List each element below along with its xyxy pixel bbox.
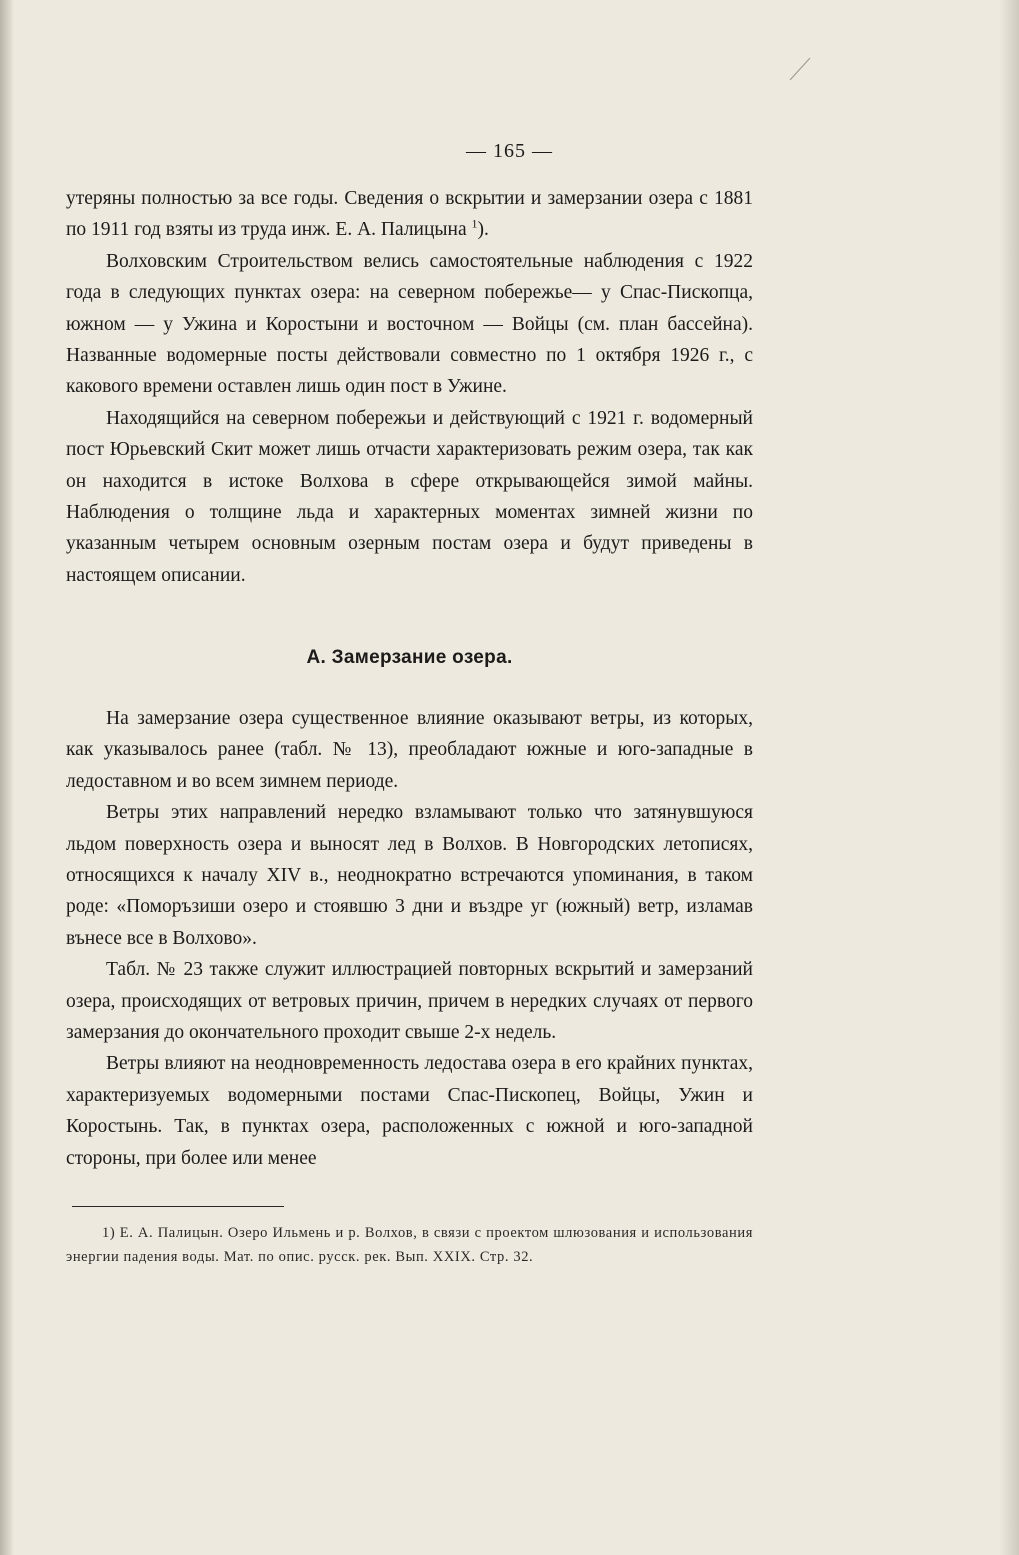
footnote-text: Е. А. Палицын. Озеро Ильмень и р. Волхов, в связи с проектом шлюзования и использования энергии падения воды. Мат. по опис. русск. рек. Вып. XXIX. Стр. 32. [66,1225,753,1265]
paragraph-1-text: утеряны полностью за все годы. Сведения о вскрытии и замерзании озера с 1881 по 1911 год взяты из труда инж. Е. А. Палицына [66,188,753,241]
paragraph-5: Ветры этих направлений нередко взламывают только что затянувшуюся льдом поверхность озера и выносят лед в Волхов. В Новгородских летописях, относящихся к началу XIV в., неоднократно встречаются упоминания, в таком роде: «Поморъзиши озеро и стоявшю 3 дни и въздре уг (южный) ветр, изламав вънесе все в Волхово». [66,802,753,949]
page-edge-right [999,0,1019,1555]
paragraph-7: Ветры влияют на неодновременность ледостава озера в его крайних пунктах, характеризуемых водомерными постами Спас-Пископец, Войцы, Ужин и Коростынь. Так, в пунктах озера, расположенных с южной и юго-западной стороны, при более или менее [66,1053,753,1169]
section-heading: А. Замерзание озера. [306,647,513,668]
page-number: — 165 — [466,140,553,162]
body-text-top [66,183,753,591]
footnote [66,1222,753,1269]
body-text-bottom [66,703,753,1174]
page-edge-left [0,0,14,1555]
paragraph-1 [66,183,753,246]
pencil-mark [788,56,812,82]
footnote-mark: 1) [102,1225,116,1241]
footnote-divider [72,1206,284,1207]
paragraph-6: Табл. № 23 также служит иллюстрацией повторных вскрытий и замерзаний озера, происходящих от ветровых причин, причем в нередких случаях от первого замерзания до окончательного проходит свыше 2-х недель. [66,959,753,1044]
paragraph-3: Находящийся на северном побережьи и действующий с 1921 г. водомерный пост Юрьевский Скит может лишь отчасти характеризовать режим озера, так как он находится в истоке Волхова в сфере открывающейся зимой майны. Наблюдения о толщине льда и характерных моментах зимней жизни по указанным четырем основным озерным постам озера и будут приведены в настоящем описании. [66,407,753,586]
paragraph-2: Волховским Строительством велись самостоятельные наблюдения с 1922 года в следующих пунктах озера: на северном побережье— у Спас-Пископца, южном — у Ужина и Коростыни и восточном — Войцы (см. план бассейна). Названные водомерные посты действовали совместно по 1 октября 1926 г., с какового времени оставлен лишь один пост в Ужине. [66,250,753,398]
footnote-reference: 1 [471,216,478,231]
paragraph-4: На замерзание озера существенное влияние оказывают ветры, из которых, как указывалось ранее (табл. № 13), преобладают южные и юго-западные в ледоставном и во всем зимнем периоде. [66,708,753,792]
footnote-reference-tail: ). [477,219,489,241]
